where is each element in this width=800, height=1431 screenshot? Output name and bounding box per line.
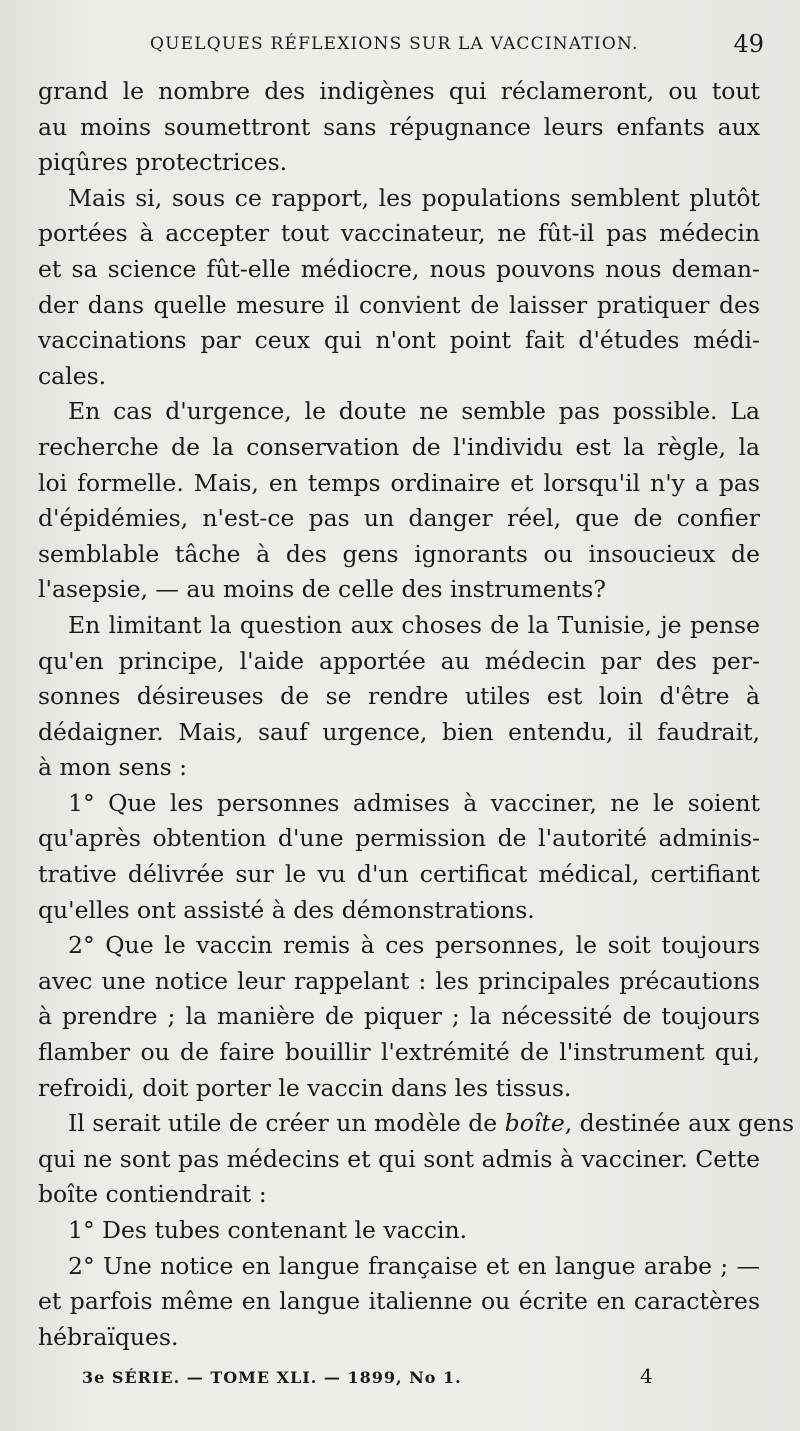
- text-line: recherche de la conservation de l'individu est la règle, la: [38, 432, 760, 461]
- text-line: grand le nombre des indigènes qui réclameront, ou tout: [38, 77, 760, 105]
- text-line: qu'après obtention d'une permission de l'autorité adminis-: [38, 824, 760, 853]
- text-line: l'asepsie, — au moins de celle des instruments?: [38, 575, 606, 604]
- text-line: En cas d'urgence, le doute ne semble pas possible. La: [68, 397, 760, 426]
- text-line: portées à accepter tout vaccinateur, ne fût-il pas médecin: [38, 219, 760, 248]
- text-line: trative délivrée sur le vu d'un certificat médical, certifiant: [38, 860, 760, 889]
- text-line: En limitant la question aux choses de la Tunisie, je pense: [68, 610, 760, 639]
- text-line: qu'en principe, l'aide apportée au médecin par des per-: [38, 646, 760, 675]
- text-line: [38, 1106, 795, 1142]
- body-text: [38, 74, 795, 1355]
- italic-word: boîte: [504, 1109, 565, 1138]
- text-line: d'épidémies, n'est-ce pas un danger réel, que de confier: [38, 504, 760, 533]
- text-line: sonnes désireuses de se rendre utiles est loin d'être à: [38, 682, 760, 711]
- footer-signature: 4: [640, 1364, 653, 1388]
- text-line: semblable tâche à des gens ignorants ou insoucieux de: [38, 539, 760, 568]
- text-line: à mon sens :: [38, 753, 188, 782]
- running-title: QUELQUES RÉFLEXIONS SUR LA VACCINATION.: [150, 34, 639, 54]
- text-segment: , destinée aux gens: [564, 1109, 795, 1138]
- text-line: 1° Que les personnes admises à vacciner, ne le soient: [68, 788, 760, 817]
- text-line: 1° Des tubes contenant le vaccin.: [68, 1216, 468, 1244]
- text-line: et sa science fût-elle médiocre, nous pouvons nous deman-: [38, 254, 760, 283]
- footer-series: 3e SÉRIE. — TOME XLI. — 1899, No 1.: [82, 1368, 462, 1387]
- text-line: à prendre ; la manière de piquer ; la nécessité de toujours: [38, 1002, 760, 1031]
- text-line: loi formelle. Mais, en temps ordinaire et lorsqu'il n'y a pas: [38, 468, 760, 497]
- text-segment: Il serait utile de créer un modèle de: [68, 1109, 505, 1138]
- text-line: qui ne sont pas médecins et qui sont admis à vacciner. Cette: [38, 1144, 760, 1173]
- text-line: cales.: [38, 361, 107, 390]
- text-line: refroidi, doit porter le vaccin dans les tissus.: [38, 1073, 572, 1102]
- text-line: et parfois même en langue italienne ou écrite en caractères: [38, 1287, 760, 1316]
- text-line: piqûres protectrices.: [38, 148, 288, 177]
- text-line: boîte contiendrait :: [38, 1180, 267, 1209]
- text-line: Mais si, sous ce rapport, les populations semblent plutôt: [68, 183, 760, 212]
- text-line: dédaigner. Mais, sauf urgence, bien entendu, il faudrait,: [38, 717, 760, 746]
- text-line: 2° Que le vaccin remis à ces personnes, le soit toujours: [68, 931, 760, 960]
- text-line: avec une notice leur rappelant : les principales précautions: [38, 966, 760, 995]
- text-line: flamber ou de faire bouillir l'extrémité de l'instrument qui,: [38, 1038, 760, 1067]
- text-line: vaccinations par ceux qui n'ont point fait d'études médi-: [38, 326, 760, 355]
- text-line: 2° Une notice en langue française et en langue arabe ; —: [68, 1251, 760, 1280]
- page-number: 49: [733, 30, 764, 58]
- text-line: der dans quelle mesure il convient de laisser pratiquer des: [38, 290, 760, 319]
- text-line: hébraïques.: [38, 1322, 179, 1351]
- text-line: au moins soumettront sans répugnance leurs enfants aux: [38, 112, 760, 141]
- text-line: qu'elles ont assisté à des démonstrations.: [38, 895, 535, 924]
